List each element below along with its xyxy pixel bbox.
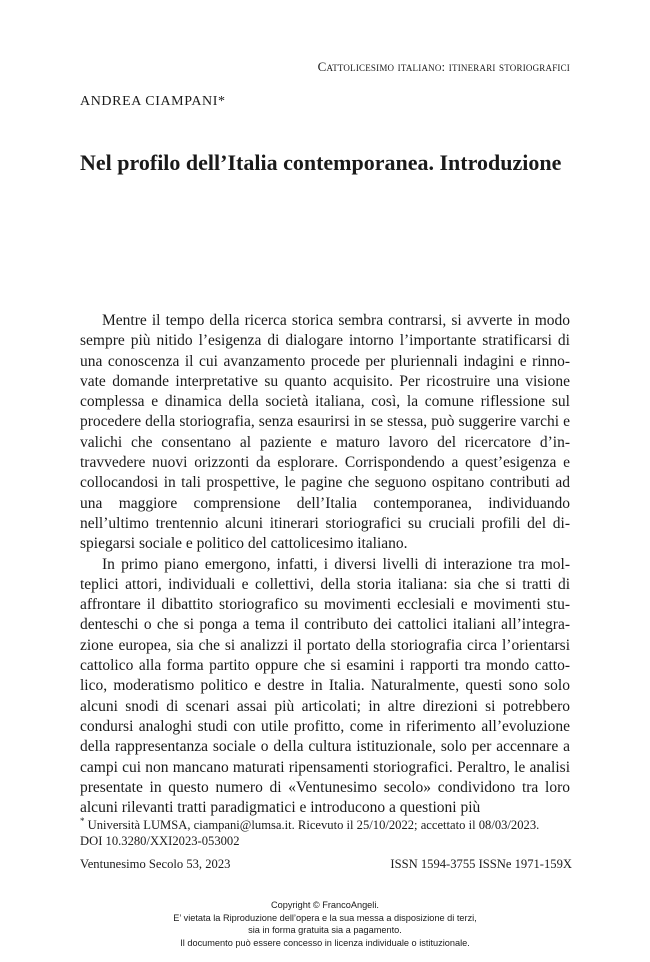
- footnote-affiliation-text: Università LUMSA, ciampani@lumsa.it. Ricevuto il 25/10/2022; accettato il 08/03/2023.: [84, 818, 540, 833]
- article-body: [80, 311, 570, 818]
- body-paragraph-1: Mentre il tempo della ricerca storica sembra contrarsi, si avverte in modo sempre più nitido l’esigenza di dialogare intorno l’importante stratificarsi di una conoscenza il cui avanzamento procede per pluriennali indagini e rinnovate domande interpretative su quanto acquisito. Per ricostruire una visione complessa e dinamica della società italiana, così, la comune riflessione sul procedere della storiografia, senza esaurirsi in se stessa, può suggerire varchi e valichi che consentano al paziente e maturo lavoro del ricercatore d’intravvedere nuovi orizzonti da esplorare. Corrispondendo a quest’esigenza e collocandosi in tali prospettive, le pagine che seguono ospitano contributi ad una maggiore comprensione dell’Italia contemporanea, individuando nell’ultimo trentennio alcuni itinerari storiografici su cruciali profili del dispiegarsi sociale e politico del cattolicesimo italiano.: [80, 312, 570, 553]
- copyright-notice: [0, 899, 650, 949]
- issn: ISSN 1594-3755 ISSNe 1971-159X: [390, 857, 572, 871]
- copyright-line-1: Copyright © FrancoAngeli.: [271, 900, 379, 910]
- running-head: Cattolicesimo italiano: itinerari storiografici: [317, 59, 570, 74]
- article-title: Nel profilo dell’Italia contemporanea. Introduzione: [80, 150, 562, 175]
- footnote: [80, 813, 575, 849]
- body-paragraph-2: In primo piano emergono, infatti, i diversi livelli di interazione tra molteplici attori, individuali e collettivi, della storia italiana: sia che si tratti di affrontare il dibattito storiografico su movimenti ecclesiali e movimenti studenteschi o che si ponga a tema il contributo dei cattolici italiani all’integrazione europea, sia che si analizzi il portato della storiografia circa l’orientarsi cattolico alla forma partito oppure che si esamini i rapporti tra mondo cattolico, moderatismo politico e destre in Italia. Naturalmente, questi sono solo alcuni snodi di scenari assai più articolati; in altre direzioni si potrebbero condursi analoghi studi con utile profitto, come in riferimento all’evoluzione della rappresentanza sociale o della cultura istituzionale, solo per accennare a campi cui non mancano maturati ripensamenti storiografici. Peraltro, le analisi presentate in questo numero di «Ventunesimo secolo» condividono tra loro alcuni rilevanti tratti paradigmatici e introducono a questioni più: [80, 555, 570, 817]
- footnote-affiliation: [80, 813, 575, 833]
- footnote-doi: DOI 10.3280/XXI2023-053002: [80, 834, 240, 849]
- author-name: ANDREA CIAMPANI*: [80, 94, 226, 109]
- copyright-line-4: Il documento può essere concesso in licenza individuale o istituzionale.: [180, 937, 470, 948]
- copyright-line-2: E’ vietata la Riproduzione dell’opera e la sua messa a disposizione di terzi,: [173, 912, 477, 923]
- journal-citation: Ventunesimo Secolo 53, 2023: [80, 857, 231, 871]
- footnote-marker: *: [80, 816, 85, 826]
- copyright-line-3: sia in forma gratuita sia a pagamento.: [248, 925, 402, 935]
